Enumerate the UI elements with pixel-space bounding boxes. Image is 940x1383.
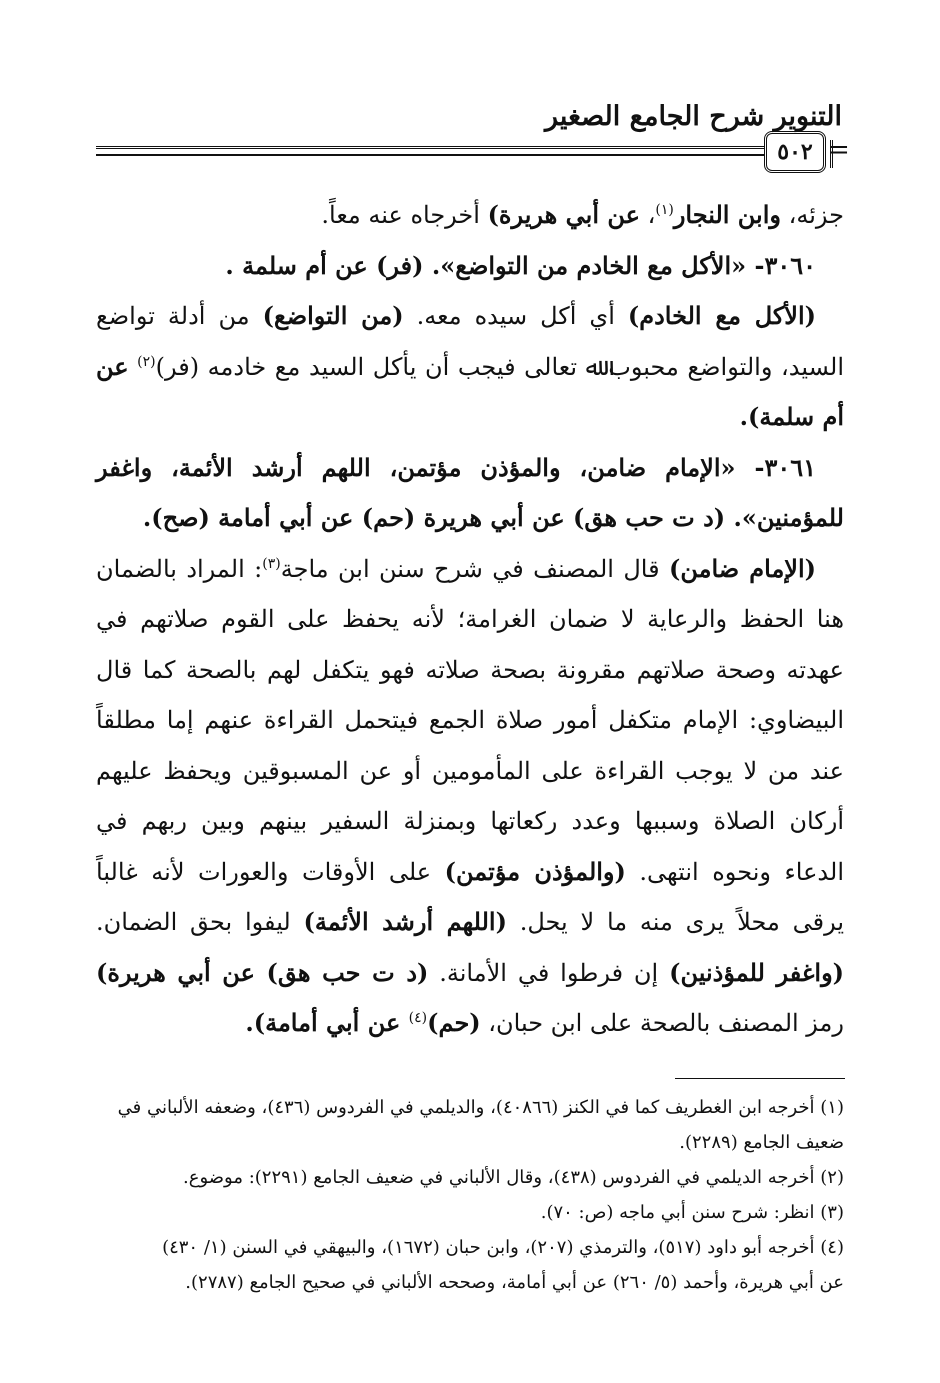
- page-number: ٥٠٢: [764, 131, 826, 173]
- footnote-ref-4[interactable]: (٤): [408, 1010, 428, 1026]
- main-text: [96, 190, 844, 1049]
- paragraph-1: جزئه، وابن النجار$^{(١)}$، عن أبي هريرة) أخرجاه عنه معاً.: [321, 200, 844, 229]
- footnote-2: (٢) أخرجه الديلمي في الفردوس (٤٣٨)، وقال الألباني في ضعيف الجامع (٢٢٩١): موضوع.: [183, 1167, 844, 1188]
- header-rule: [96, 146, 764, 156]
- footnote-4: (٤) أخرجه أبو داود (٥١٧)، والترمذي (٢٠٧)، وابن حبان (١٦٧٢)، والبيهقي في السنن (١/ ٤٣٠): [162, 1237, 844, 1258]
- paragraph-5: (الإمام ضامن) قال المصنف في شرح سنن ابن ماجة$^{(٣)}$: المراد بالضمان هنا الحفظ والرعاية لا ضمان الغرامة؛ لأنه يحفظ على القوم صلاتهم في عهدته وصحة صلاتهم مقرونة بصحة صلاته فهو يتكفل لهم بالصحة كما قال البيضاوي: الإمام متكفل أمور صلاة الجمع فيتحمل القراءة عنهم إما مطلقاً عند من لا يوجب القراءة على المأمومين أو عن المسبوقين ويحفظ عليهم أركان الصلاة وسببها وعدد ركعاتها وبمنزلة السفير بينهم وبين ربهم في الدعاء ونحوه انتهى. (والمؤذن مؤتمن) على الأوقات والعورات لأنه غالباً يرقى محلاً يرى منه ما لا يحل. (اللهم أرشد الأئمة) ليفوا بحق الضمان. (واغفر للمؤذنين) إن فرطوا في الأمانة. (د ت حب هق) عن أبي هريرة) رمز المصنف بالصحة على ابن حبان، (حم)$^{(٤)}$ عن أبي أمامة).: [96, 553, 845, 1037]
- footnote-1: (١) أخرجه ابن الغطريف كما في الكنز (٤٠٨٦٦)، والديلمي في الفردوس (٤٣٦)، وضعفه الألباني في: [117, 1097, 844, 1118]
- footnotes: [96, 1090, 844, 1300]
- footnote-3: (٣) انظر: شرح سنن أبي ماجه (ص: ٧٠).: [540, 1202, 844, 1223]
- header-dash: =: [828, 135, 850, 165]
- footnote-4-cont: عن أبي هريرة، وأحمد (٥/ ٢٦٠) عن أبي أمامة، وصححه الألباني في صحيح الجامع (٢٧٨٧).: [185, 1272, 844, 1293]
- footnote-ref-2[interactable]: (٢): [137, 353, 156, 370]
- running-title: التنوير شرح الجامع الصغير: [545, 101, 842, 132]
- footnote-ref-3[interactable]: (٣): [262, 555, 281, 572]
- footnote-separator: [675, 1078, 845, 1079]
- paragraph-3: (الأكل مع الخادم) أي أكل سيده معه. (من التواضع) من أدلة تواضع السيد، والتواضع محبوب ﷲ تعالى فيجب أن يأكل السيد مع خادمه (فر)$^{(٢)}$ عن أم سلمة).: [96, 301, 844, 431]
- footnote-1-cont: ضعيف الجامع (٢٢٨٩).: [679, 1132, 844, 1153]
- hadith-3060: ٣٠٦٠- «الأكل مع الخادم من التواضع». (فر) عن أم سلمة .: [225, 250, 816, 280]
- footnote-ref-1[interactable]: (١): [655, 202, 674, 218]
- hadith-3061: ٣٠٦١- «الإمام ضامن، والمؤذن مؤتمن، اللهم أرشد الأئمة، واغفر للمؤمنين». (د ت حب هق) عن أبي هريرة (حم) عن أبي أمامة (صح).: [96, 452, 844, 532]
